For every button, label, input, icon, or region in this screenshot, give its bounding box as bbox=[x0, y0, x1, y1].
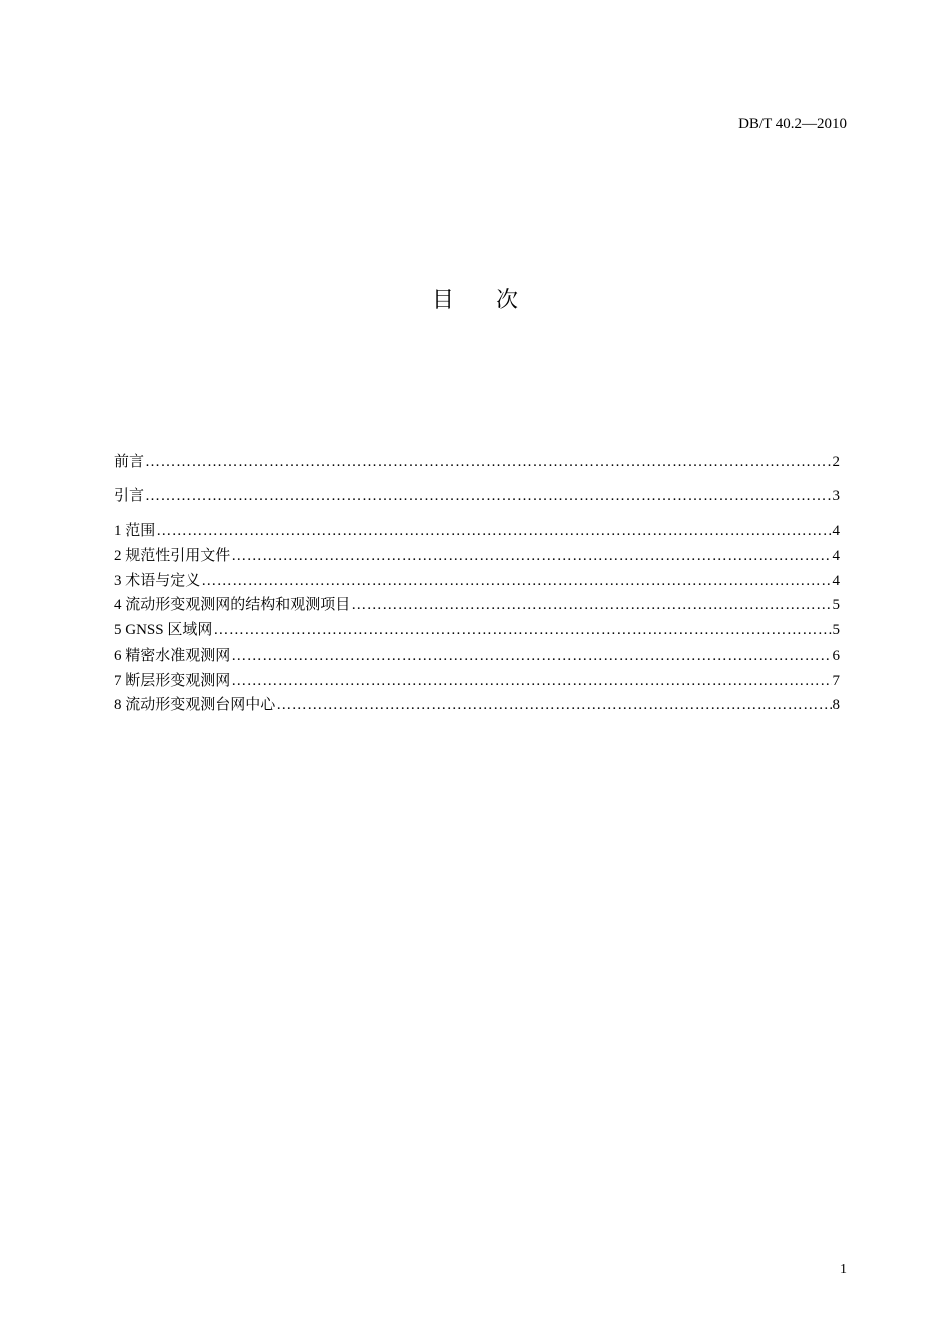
toc-dot-leader bbox=[276, 695, 831, 715]
toc-entry-title: 4 流动形变观测网的结构和观测项目 bbox=[114, 597, 351, 613]
toc-entry-page: 8 bbox=[832, 697, 840, 713]
toc-dot-leader bbox=[145, 486, 831, 506]
toc-entry-page: 5 bbox=[832, 622, 840, 638]
toc-entry-normative-references[interactable] bbox=[114, 546, 840, 566]
toc-entry-title: 8 流动形变观测台网中心 bbox=[114, 697, 276, 713]
toc-entry-terms-definitions[interactable] bbox=[114, 571, 840, 591]
toc-dot-leader bbox=[231, 646, 831, 666]
toc-entry-page: 5 bbox=[832, 597, 840, 613]
toc-dot-leader bbox=[156, 521, 831, 541]
toc-entry-network-structure[interactable] bbox=[114, 595, 840, 615]
toc-entry-precise-leveling[interactable] bbox=[114, 646, 840, 666]
toc-entry-gnss-network[interactable] bbox=[114, 620, 840, 640]
toc-entry-scope[interactable] bbox=[114, 521, 840, 541]
toc-entry-title: 前言 bbox=[114, 454, 145, 470]
toc-dot-leader bbox=[231, 546, 831, 566]
toc-entry-title: 引言 bbox=[114, 488, 145, 504]
toc-entry-page: 4 bbox=[832, 548, 840, 564]
toc-dot-leader bbox=[213, 620, 831, 640]
toc-dot-leader bbox=[201, 571, 831, 591]
toc-entry-page: 4 bbox=[832, 573, 840, 589]
toc-entry-page: 4 bbox=[832, 523, 840, 539]
toc-dot-leader bbox=[351, 595, 831, 615]
toc-dot-leader bbox=[231, 671, 831, 691]
toc-entry-title: 7 断层形变观测网 bbox=[114, 673, 231, 689]
toc-entry-introduction[interactable] bbox=[114, 486, 840, 506]
standard-code: DB/T 40.2—2010 bbox=[738, 116, 847, 132]
toc-entry-fault-deformation[interactable] bbox=[114, 671, 840, 691]
toc-title: 目次 bbox=[431, 288, 560, 313]
toc-entry-title: 5 GNSS 区域网 bbox=[114, 622, 213, 638]
toc-entry-page: 6 bbox=[832, 648, 840, 664]
toc-entry-page: 3 bbox=[832, 488, 840, 504]
toc-entry-title: 3 术语与定义 bbox=[114, 573, 201, 589]
toc-entry-network-center[interactable] bbox=[114, 695, 840, 715]
toc-dot-leader bbox=[145, 452, 831, 472]
toc-entry-title: 6 精密水准观测网 bbox=[114, 648, 231, 664]
toc-entry-title: 1 范围 bbox=[114, 523, 156, 539]
toc-entry-title: 2 规范性引用文件 bbox=[114, 548, 231, 564]
toc-entry-foreword[interactable] bbox=[114, 452, 840, 472]
toc-entry-page: 2 bbox=[832, 454, 840, 470]
toc-entry-page: 7 bbox=[832, 673, 840, 689]
page-number: 1 bbox=[840, 1262, 847, 1277]
